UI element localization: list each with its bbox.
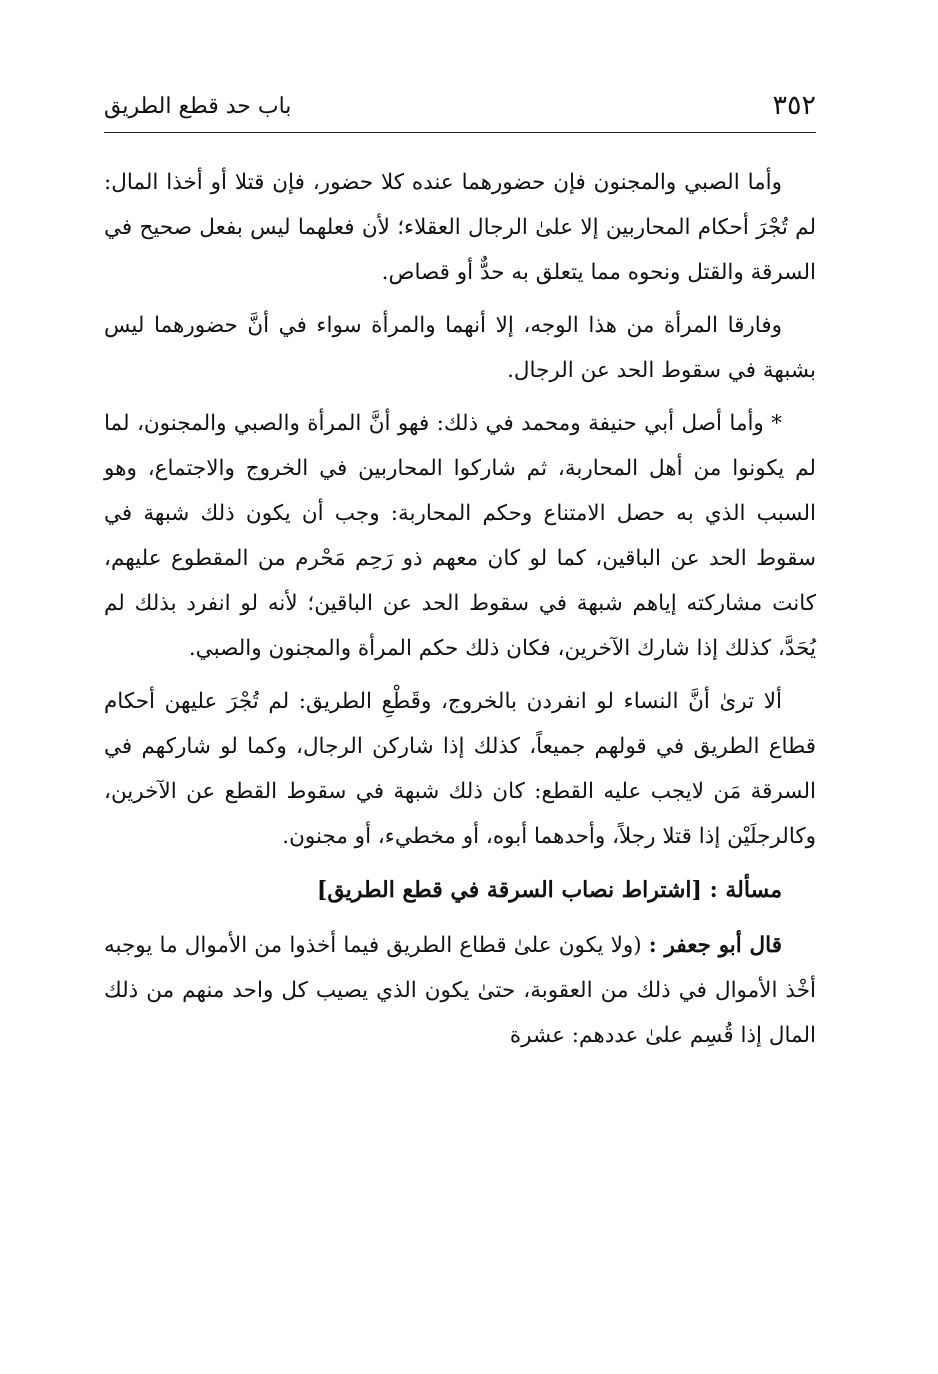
page-body (104, 160, 816, 1066)
paragraph-3: * وأما أصل أبي حنيفة ومحمد في ذلك: فهو أنَّ المرأة والصبي والمجنون، لما لم يكونوا من أهل المحاربة، ثم شاركوا المحاربين في الخروج والاجتماع، وهو السبب الذي به حصل الامتناع وحكم المحاربة: وجب أن يكون ذلك شبهة في سقوط الحد عن الباقين، كما لو كان معهم ذو رَحِم مَحْرم من المقطوع عليهم، كانت مشاركته إياهم شبهة في سقوط الحد عن الباقين؛ لأنه لو انفرد بذلك لم يُحَدَّ، كذلك إذا شارك الآخرين، فكان ذلك حكم المرأة والمجنون والصبي. (104, 411, 816, 661)
paragraph-2: وفارقا المرأة من هذا الوجه، إلا أنهما والمرأة سواء في أنَّ حضورهما ليس بشبهة في سقوط الحد عن الرجال. (104, 313, 816, 383)
section-heading (104, 867, 816, 913)
quote-text: (ولا يكون علىٰ قطاع الطريق فيما أخذوا من الأموال ما يوجبه أخْذ الأموال في ذلك من العقوبة، حتىٰ يكون الذي يصيب كل واحد منهم من ذلك المال إذا قُسِم علىٰ عددهم: عشرة (104, 933, 816, 1048)
header-rule (104, 132, 816, 133)
paragraph-1: وأما الصبي والمجنون فإن حضورهما عنده كلا حضور، فإن قتلا أو أخذا المال: لم تُجْرَ أحكام المحاربين إلا علىٰ الرجال العقلاء؛ لأن فعلهما ليس بفعل صحيح في السرقة والقتل ونحوه مما يتعلق به حدٌّ أو قصاص. (104, 170, 816, 285)
heading-label: مسألة : (709, 877, 782, 903)
paragraph-5 (104, 923, 816, 1058)
quote-lead: قال أبو جعفر : (648, 933, 782, 958)
running-title: باب حد قطع الطريق (104, 94, 292, 119)
page-number: ٣٥٢ (772, 90, 816, 121)
paragraph-4: ألا ترىٰ أنَّ النساء لو انفردن بالخروج، وقَطْعِ الطريق: لم تُجْرَ عليهن أحكام قطاع الطريق في قولهم جميعاً، كذلك إذا شاركن الرجال، وكما لو شاركهم في السرقة مَن لايجب عليه القطع: كان ذلك شبهة في سقوط القطع عن الآخرين، وكالرجلَيْن إذا قتلا رجلاً، وأحدهما أبوه، أو مخطيء، أو مجنون. (104, 689, 816, 849)
heading-title: [اشتراط نصاب السرقة في قطع الطريق] (316, 877, 702, 903)
page-header (104, 84, 816, 132)
